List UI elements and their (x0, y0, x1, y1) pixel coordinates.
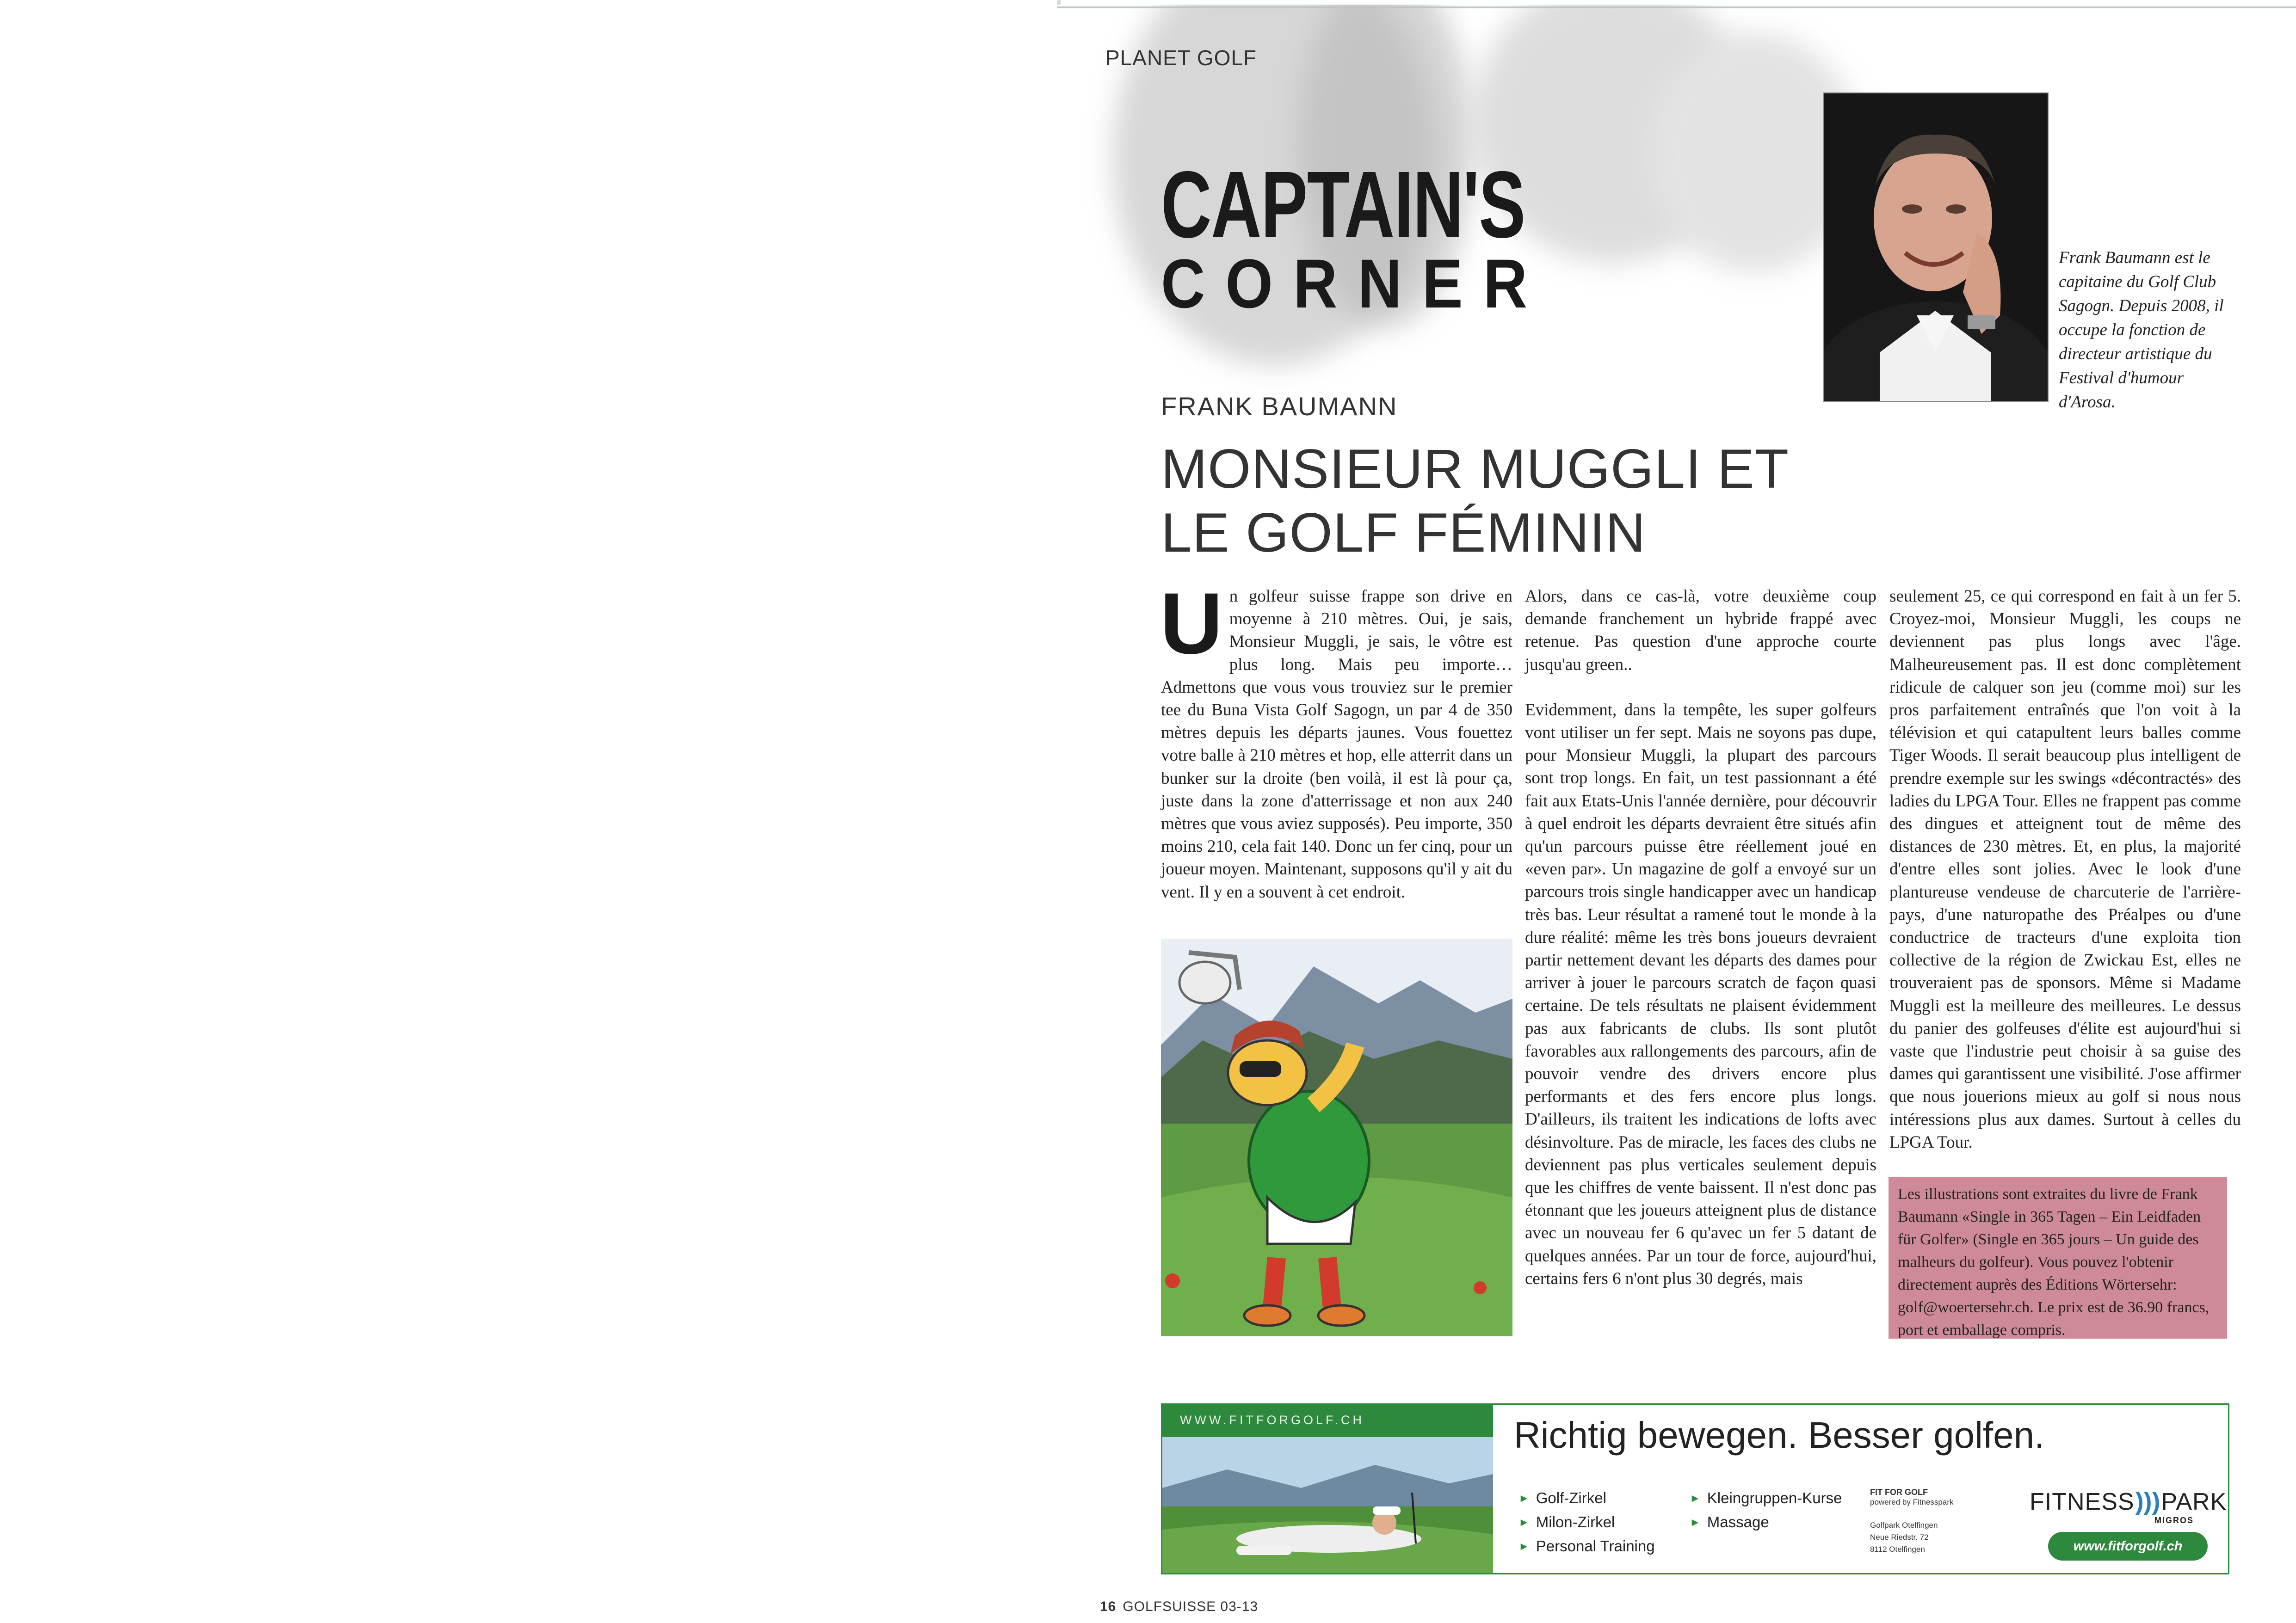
paragraph: Evidemment, dans la tempête, les super golfeurs vont utiliser un fer sept. Mais ne soyons pas dupe, pour Monsieur Muggli, la plupart des parcours sont trop longs. En fait, un test passionnant a été fait aux Etats-Unis l'année dernière, pour découvrir à quel endroit les départs devraient être situés afin qu'un parcours puisse être réellement joué en «even par». Un magazine de golf a envoyé sur un parcours trois single handicapper avec un handicap très bas. Leur résultat a ramené tout le monde à la dure réalité: même les très bons joueurs devraient partir nettement devant les départs des dames pour arriver à jouer le parcours scratch de façon quasi certaine. De tels résultats ne plaisent évidemment pas aux fabricants de clubs. Ils sont plutôt favorables aux rallongements des parcours, afin de pouvoir vendre des drivers encore plus performants et des fers encore plus longs. D'ailleurs, ils traitent les indications de lofts avec désinvolture. Pas de miracle, les faces des clubs ne deviennent pas plus verticales seulement depuis que les chiffres de vente baissent. Il n'est donc pas étonnant que les joueurs atteignent plus de distance avec un nouveau fer 6 qu'avec un fer 5 datant de quelques années. Par un tour de force, aujourd'hui, certains fers 6 n'ont plus 30 degrés, mais (1525, 700, 1876, 1288)
drop-cap: U (1160, 575, 1223, 672)
ad-image-panel (1162, 1405, 1493, 1573)
page-footer (1100, 1599, 1258, 1615)
book-info-box: Les illustrations sont extraites du livre de Frank Baumann «Single in 365 Tagen – Ein Leidfaden für Golfer» (Single en 365 jours – Un guide des malheurs du golfeur). Vous pouvez l'obtenir directement auprès des Éditions Wörtersehr: golf@woertersehr.ch. Le prix est de 36.90 francs, port et emballage compris. (1889, 1177, 2227, 1339)
logo-waves-icon: ))) (2135, 1488, 2160, 1515)
article-column-2 (1525, 585, 1876, 1313)
ad-small-subtitle: powered by Fitnesspark (1870, 1498, 1954, 1506)
golfer-cartoon-illustration (1161, 939, 1512, 1336)
address-line: Golfpark Otelfingen (1870, 1521, 1938, 1530)
paragraph: Alors, dans ce cas-là, votre deuxième coup demande franchement un hybride frappé avec retenue. Pas question d'une approche courte jusqu'au green.. (1525, 587, 1876, 674)
page-number: 16 (1100, 1599, 1117, 1614)
page-top-rule (1057, 6, 2296, 8)
paragraph-text: n golfeur suisse frappe son drive en moyenne à 210 mètres. Oui, je sais, Monsieur Muggli, je sais, le vôtre est plus long. Mais peu importe… Admettons que vous vous trouviez sur le premier tee du Buna Vista Golf Sagogn, un par 4 de 350 mètres depuis les départs jaunes. Vous fouettez votre balle à 210 mètres et hop, elle atterrit dans un bunker sur la droite (ben voilà, il est là pour ça, juste dans la zone d'atterrissage et non aux 240 mètres que vous aviez supposés). Peu importe, 350 moins 210, cela fait 140. Donc un fer cinq, pour un joueur moyen. Maintenant, supposons qu'il y ait du vent. Il y en a souvent à cet endroit. (1161, 587, 1512, 902)
article-headline (1161, 437, 1789, 565)
ad-service-list-2 (1690, 1487, 1842, 1535)
column-title-line2: CORNER (1161, 245, 1548, 322)
logo-migros: MIGROS (2154, 1516, 2194, 1525)
author-portrait (1823, 92, 2049, 402)
address-line: 8112 Otelfingen (1870, 1545, 1925, 1554)
ad-address (1870, 1519, 1990, 1555)
paragraph-intro (1160, 575, 1512, 904)
ad-service-item: ► Kleingruppen-Kurse (1690, 1487, 1842, 1511)
ad-service-item: ► Massage (1690, 1511, 1842, 1535)
headline-line2: LE GOLF FÉMININ (1161, 502, 1646, 564)
ad-service-item: ► Milon-Zirkel (1518, 1511, 1655, 1535)
ad-golfer-photo (1162, 1437, 1493, 1573)
ad-service-item: ► Personal Training (1518, 1535, 1655, 1559)
ad-slogan: Richtig bewegen. Besser golfen. (1514, 1414, 2045, 1456)
fitnesspark-logo (2030, 1487, 2227, 1525)
ad-small-title: FIT FOR GOLF (1870, 1488, 1928, 1497)
ad-url: WWW.FITFORGOLF.CH (1180, 1413, 1364, 1427)
ad-service-item: ► Golf-Zirkel (1518, 1487, 1655, 1511)
paragraph: seulement 25, ce qui correspond en fait à un fer 5. Croyez-moi, Monsieur Muggli, les coups ne deviennent pas plus longs avec l'âge. Malheureusement pas. Il est donc complètement ridicule de calquer son jeu (comme moi) sur les pros parfaitement entraînés que l'on voit à la télévision et qui catapultent leurs balles comme Tiger Woods. Il serait beaucoup plus intelligent de prendre exemple sur les swings «décontractés» des ladies du LPGA Tour. Elles ne frappent pas comme des dingues et atteignent tout de même des distances de 230 mètres. Et, en plus, la majorité d'entre elles sont jolies. Avec le look d'une plantureuse vendeuse de charcuterie de l'arrière-pays, d'une naturopathe des Préalpes ou d'une conductrice de tracteurs d'une exploita tion collective de la région de Zwickau Est, elles ne trouveraient pas de sponsors. Même si Madame Muggli est la meilleure des meilleures. Le dessus du panier des golfeuses d'élite est aujourd'hui si vaste que l'industrie peut choisir à sa guise des dames qui garantissent une visibilité. J'ose affirmer que nous jouerions mieux au golf si nous nous intéressions plus aux dames. Surtout à celles du LPGA Tour. (1889, 587, 2241, 1152)
fitforgolf-advertisement[interactable] (1161, 1403, 2229, 1574)
article-column-3 (1889, 585, 2241, 1176)
logo-word-right: PARK (2161, 1488, 2227, 1515)
logo-word-left: FITNESS (2030, 1488, 2135, 1515)
magazine-issue: GOLFSUISSE 03-13 (1123, 1599, 1259, 1614)
portrait-caption: Frank Baumann est le capitaine du Golf Club Sagogn. Depuis 2008, il occupe la fonction de directeur artistique du Festival d'humour d'Arosa. (2059, 248, 2224, 412)
section-label: PLANET GOLF (1105, 46, 1257, 70)
column-title-line1: CAPTAIN'S (1161, 152, 1525, 258)
headline-line1: MONSIEUR MUGGLI ET (1161, 438, 1790, 500)
ad-service-list-1 (1518, 1487, 1655, 1559)
magazine-page (1057, 5, 2296, 1623)
article-author: FRANK BAUMANN (1161, 392, 1398, 421)
article-column-1 (1160, 575, 1512, 926)
address-line: Neue Riedstr. 72 (1870, 1533, 1929, 1542)
ad-website-link[interactable]: www.fitforgolf.ch (2048, 1532, 2208, 1561)
ad-contact-block (1870, 1487, 1990, 1555)
